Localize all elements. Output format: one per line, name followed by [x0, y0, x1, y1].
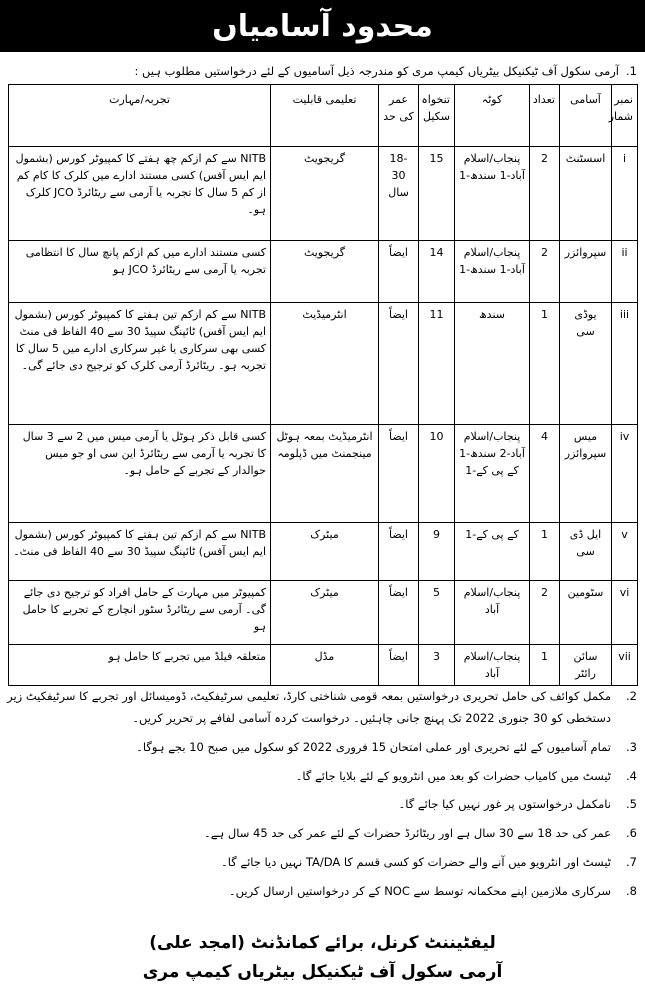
header-scale: تنخواہ سکیل: [419, 85, 455, 147]
cell-age: ایضاً: [379, 581, 419, 645]
header-post: آسامی: [560, 85, 612, 147]
note-item: [7, 766, 637, 788]
note-text: تمام آسامیوں کے لئے تحریری اور عملی امتحان 15 فروری 2022 کو سکول میں صبح 10 بجے ہوگا۔: [136, 739, 611, 754]
cell-quota: پنجاب/اسلام آباد: [455, 645, 530, 686]
cell-sno: iv: [612, 425, 638, 523]
note-number: 4.: [626, 768, 637, 783]
intro-text: آرمی سکول آف ٹیکنیکل بیٹریاں کیمپ مری کو مندرجہ ذیل آسامیوں کے لئے درخواستیں مطلوب ہیں :: [134, 64, 619, 78]
note-number: 7.: [626, 855, 637, 870]
cell-sno: iii: [612, 303, 638, 425]
table-row: [9, 645, 638, 686]
cell-age: ایضاً: [379, 425, 419, 523]
cell-scale: 15: [419, 147, 455, 241]
note-item: [7, 823, 637, 845]
cell-post: سائن رائٹر: [560, 645, 612, 686]
cell-qualification: میٹرک: [271, 581, 379, 645]
cell-sno: v: [612, 523, 638, 581]
table-row: [9, 241, 638, 303]
header-qualification: تعلیمی قابلیت: [271, 85, 379, 147]
cell-scale: 9: [419, 523, 455, 581]
cell-qualification: مڈل: [271, 645, 379, 686]
note-text: ٹیسٹ میں کامیاب حضرات کو بعد میں انٹرویو کے لئے بلایا جائے گا۔: [295, 768, 611, 783]
cell-quota: پنجاب/اسلام آباد-2 سندھ-1 کے پی کے-1: [455, 425, 530, 523]
note-text: عمر کی حد 18 سے 30 سال ہے اور ریٹائرڈ حضرات کے لئے عمر کی حد 45 سال ہے۔: [204, 826, 611, 841]
note-number: 6.: [626, 826, 637, 841]
note-number: 2.: [626, 689, 637, 703]
cell-experience: کسی قابل ذکر ہوٹل یا آرمی میس میں 2 سے 3 سال کا تجربہ یا آرمی سے ریٹائرڈ این سی او جو میس حوالدار کے تجربے کے حامل ہو۔: [9, 425, 271, 523]
cell-qualification: انٹرمیڈیٹ بمعہ ہوٹل مینجمنٹ میں ڈپلومہ: [271, 425, 379, 523]
cell-post: سٹومین: [560, 581, 612, 645]
header-experience: تجربہ/مہارت: [9, 85, 271, 147]
note-text: نامکمل درخواستوں پر غور نہیں کیا جائے گا۔: [398, 797, 611, 812]
cell-experience: متعلقہ فیلڈ میں تجربے کا حامل ہو: [9, 645, 271, 686]
cell-qty: 4: [530, 425, 560, 523]
table-row: [9, 523, 638, 581]
notes-list: [7, 686, 637, 910]
header-age: عمر کی حد: [379, 85, 419, 147]
table-row: [9, 581, 638, 645]
cell-age: ایضاً: [379, 645, 419, 686]
header-sno: نمبر شمار: [612, 85, 638, 147]
table-row: [9, 303, 638, 425]
cell-scale: 10: [419, 425, 455, 523]
cell-age: ایضاً: [379, 303, 419, 425]
cell-sno: vii: [612, 645, 638, 686]
cell-scale: 5: [419, 581, 455, 645]
cell-age: ایضاً: [379, 241, 419, 303]
cell-experience: NITB سے کم ازکم چھ ہفتے کا کمپیوٹر کورس (بشمول ایم ایس آفس) کسی مستند ادارے میں کلرک کا کام کم از کم 5 سال کا تجربہ یا آرمی سے ریٹائرڈ JCO کلرک ہو۔: [9, 147, 271, 241]
cell-qty: 1: [530, 523, 560, 581]
intro-paragraph: [7, 64, 637, 78]
page-title-banner: [0, 0, 645, 52]
intro-number: 1.: [626, 64, 637, 78]
cell-qty: 1: [530, 303, 560, 425]
note-item: [7, 686, 637, 730]
cell-sno: i: [612, 147, 638, 241]
cell-qty: 1: [530, 645, 560, 686]
cell-post: سپروائزر: [560, 241, 612, 303]
cell-qualification: گریجویٹ: [271, 241, 379, 303]
cell-sno: ii: [612, 241, 638, 303]
page-title: محدود آسامیاں: [212, 8, 433, 44]
cell-post: اسسٹنٹ: [560, 147, 612, 241]
vacancies-table: [8, 84, 638, 686]
table-header-row: [9, 85, 638, 147]
cell-post: میس سپروائزر: [560, 425, 612, 523]
cell-quota: سندھ: [455, 303, 530, 425]
cell-age: 18-30 سال: [379, 147, 419, 241]
note-text: سرکاری ملازمین اپنے محکمانہ توسط سے NOC کے کر درخواستیں ارسال کریں۔: [228, 883, 611, 898]
table-row: [9, 425, 638, 523]
cell-experience: کمپیوٹر میں مہارت کے حامل افراد کو ترجیح دی جائے گی۔ آرمی سے ریٹائرڈ سٹور انچارج کے تجربے کا حامل ہو: [9, 581, 271, 645]
cell-scale: 14: [419, 241, 455, 303]
cell-post: ایل ڈی سی: [560, 523, 612, 581]
cell-sno: vi: [612, 581, 638, 645]
note-text: ٹیسٹ اور انٹرویو میں آنے والے حضرات کو کسی قسم کا TA/DA نہیں دیا جائے گا۔: [220, 855, 611, 870]
header-quota: کوٹہ: [455, 85, 530, 147]
cell-quota: پنجاب/اسلام آباد-1 سندھ-1: [455, 147, 530, 241]
note-item: [7, 794, 637, 816]
signatory-name: لیفٹیننٹ کرنل، برائے کمانڈنٹ (امجد علی): [149, 933, 496, 953]
cell-experience: کسی مستند ادارے میں کم ازکم پانچ سال کا انتظامی تجربہ یا آرمی سے ریٹائرڈ JCO ہو: [9, 241, 271, 303]
cell-qty: 2: [530, 581, 560, 645]
cell-qualification: انٹرمیڈیٹ: [271, 303, 379, 425]
cell-quota: پنجاب/اسلام آباد: [455, 581, 530, 645]
cell-experience: NITB سے کم ازکم تین ہفتے کا کمپیوٹر کورس (بشمول ایم ایس آفس) ٹائپنگ سپیڈ 30 سے 40 الفاظ فی منٹ کسی بھی سرکاری یا غیر سرکاری ادارے میں 5 سال کا تجربہ ہو۔ ریٹائرڈ آرمی کلرک کو ترجیح دی جائے گی۔: [9, 303, 271, 425]
cell-age: ایضاً: [379, 523, 419, 581]
cell-post: یوڈی سی: [560, 303, 612, 425]
note-number: 5.: [626, 797, 637, 812]
note-text: مکمل کوائف کی حامل تحریری درخواستیں بمعہ قومی شناختی کارڈ، تعلیمی سرٹیفکیٹ، ڈومیسائل اور تجربے کا سرٹیفکیٹ زیر دستخطی کو 30 جنوری 2022 تک پہنچ جانی چاہئیں۔ درخواست کردہ آسامی لفافے پر تحریر کریں۔: [7, 689, 611, 725]
header-qty: تعداد: [530, 85, 560, 147]
cell-qty: 2: [530, 241, 560, 303]
cell-qualification: میٹرک: [271, 523, 379, 581]
note-item: [7, 852, 637, 874]
signatory-address: آرمی سکول آف ٹیکنیکل بیٹریاں کیمپ مری: [142, 962, 503, 982]
cell-qualification: گریجویٹ: [271, 147, 379, 241]
cell-experience: NITB سے کم ازکم تین ہفتے کا کمپیوٹر کورس (بشمول ایم ایس آفس) ٹائپنگ سپیڈ 30 سے 40 الفاظ فی منٹ۔: [9, 523, 271, 581]
cell-scale: 3: [419, 645, 455, 686]
cell-quota: پنجاب/اسلام آباد-1 سندھ-1: [455, 241, 530, 303]
cell-scale: 11: [419, 303, 455, 425]
note-number: 8.: [626, 883, 637, 898]
note-item: [7, 881, 637, 903]
cell-quota: کے پی کے-1: [455, 523, 530, 581]
note-item: [7, 737, 637, 759]
table-row: [9, 147, 638, 241]
cell-qty: 2: [530, 147, 560, 241]
note-number: 3.: [626, 739, 637, 754]
